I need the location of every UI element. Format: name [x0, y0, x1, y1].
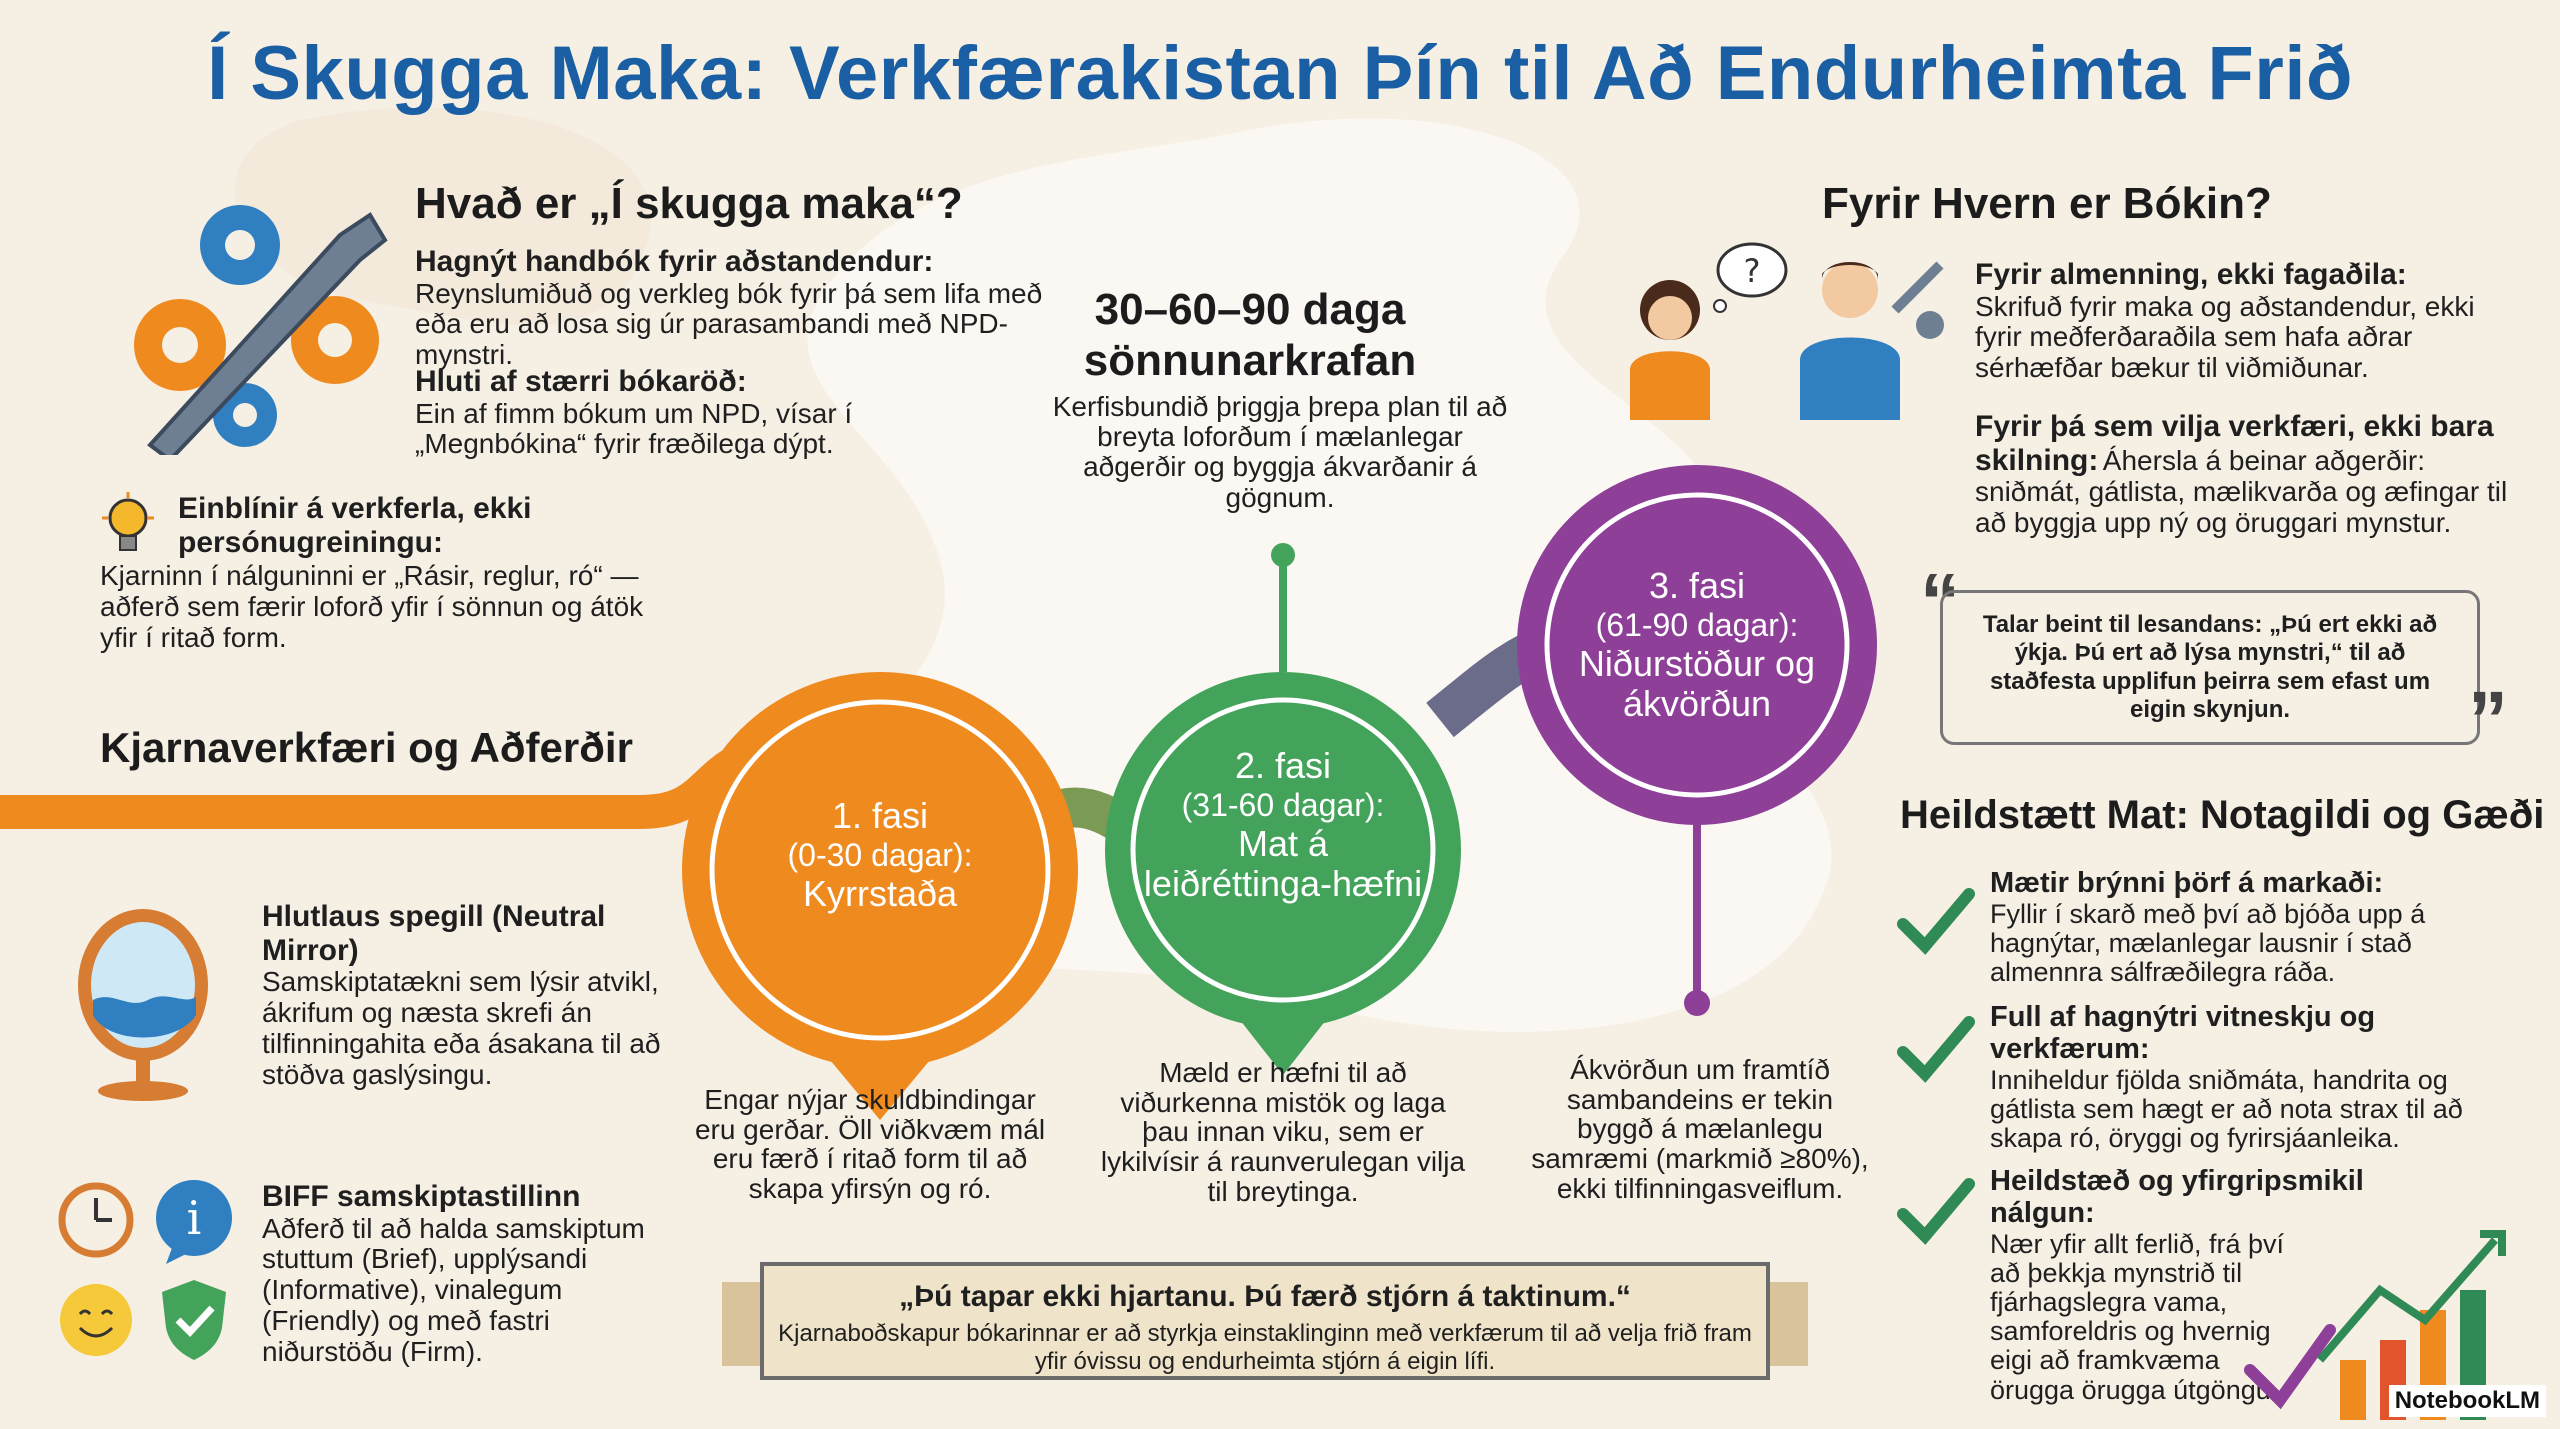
mirror-body: Samskiptatækni sem lýsir atvikl, ákrifum og næsta skrefi án tilfinningahita eða ásakana til að stöðva gaslýsingu. — [262, 966, 661, 1090]
eval-heading: Heildstætt Mat: Notagildi og Gæði — [1900, 793, 2545, 837]
biff-body: Aðferð til að halda samskiptum stuttum (Brief), upplýsandi (Informative), vinalegum (Friendly) og með fastri niðurstöðu (Firm). — [262, 1212, 645, 1367]
closing-banner — [760, 1262, 1770, 1380]
page-title: Í Skugga Maka: Verkfærakistan Þín til Að Endurheimta Frið — [207, 31, 2353, 116]
smiley-icon — [56, 1280, 136, 1360]
what-item2-title: Hluti af stærri bókaröð: — [415, 365, 747, 398]
check-icon — [1895, 880, 1975, 960]
what-item1-body: Reynslumiðuð og verkleg bók fyrir þá sem lifa með eða eru að losa sig úr parasambandi með NPD-mynstri. — [415, 277, 1043, 371]
info-icon — [152, 1176, 236, 1266]
who-item1-body: Skrifuð fyrir maka og aðstandendur, ekki fyrir meðferðaraðila sem hafa aðrar sérhæfðar bækur til viðmiðunar. — [1975, 290, 2475, 384]
svg-text:?: ? — [1743, 252, 1761, 290]
phase1-label: 1. fasi (0-30 dagar): Kyrrstaða — [787, 795, 973, 914]
mirror-icon — [68, 905, 218, 1105]
center-heading: 30–60–90 daga sönnunarkrafan — [1083, 285, 1417, 385]
shield-check-icon — [156, 1276, 232, 1362]
who-item2-body: Áhersla á beinar aðgerðir: sniðmát, gátlista, mælikvarða og æfingar til að byggja upp ný og öruggari mynstur. — [1975, 444, 2508, 538]
who-quote: Talar beint til lesandans: „Þú ert ekki að ýkja. Þú ert að lýsa mynstri,“ til að staðfesta upplifun þeirra sem efast um eigin skynjun. — [1940, 590, 2480, 745]
banner-body: Kjarnaboðskapur bókarinnar er að styrkja einstaklinginn með verkfærum til að velja frið fram yfir óvissu og endurheimta stjórn á eigin lífi. — [778, 1320, 1752, 1375]
biff-title: BIFF samskiptastillinn — [262, 1180, 581, 1213]
phase2-desc: Mæld er hæfni til að viðurkenna mistök og laga þau innan viku, sem er lykilvísir á raunverulegan vilja til breytinga. — [1100, 1057, 1466, 1207]
phase1-desc: Engar nýjar skuldbindingar eru gerðar. Öll viðkvæm mál eru færð í ritað form til að skapa yfirsýn og ró. — [694, 1084, 1046, 1205]
phase3-desc: Ákvörðun um framtíð sambandeins er tekin byggð á mælanlegu samræmi (markmið ≥80%), ekki tilfinningasveiflum. — [1531, 1054, 1869, 1204]
what-item1-title: Hagnýt handbók fyrir aðstandendur: — [415, 245, 934, 278]
center-body: Kerfisbundið þriggja þrepa plan til að breyta loforðum í mælanlegar aðgerðir og byggja ákvarðanir á gögnum. — [1052, 391, 1508, 513]
what-heading: Hvað er „Í skugga maka“? — [415, 179, 963, 228]
open-quote-icon: “ — [1920, 557, 1960, 646]
eval-item: Heildstæð og yfirgripsmikil nálgun: Nær yfir allt ferlið, frá því að þekkja mynstrið til fjárhagslegra vama, samforeldris og hvernig eigi að framkvæma örugga örugga útgöngu. — [1990, 1165, 2364, 1405]
thinking-person-icon — [1620, 240, 1790, 420]
what-item3-body: Kjarninn í nálguninni er „Rásir, reglur, ró“ — aðferð sem færir loforð yfir í sönnun og átök yfir í ritað form. — [100, 560, 644, 653]
svg-text:i: i — [186, 1191, 202, 1245]
notebooklm-logo: NotebookLM — [2389, 1385, 2546, 1417]
close-quote-icon: ” — [2468, 675, 2508, 764]
eval-item: Full af hagnýtri vitneskju og verkfærum: Inniheldur fjölda sniðmáta, handrita og gátlista sem hægt er að nota strax til að skapa ró, öryggi og fyrirsjáanleika. — [1990, 1001, 2463, 1154]
banner-quote: „Þú tapar ekki hjartanu. Þú færð stjórn á taktinum.“ — [899, 1280, 1631, 1313]
mirror-title: Hlutlaus spegill (Neutral Mirror) — [262, 900, 606, 967]
who-item1-title: Fyrir almenning, ekki fagaðila: — [1975, 258, 2407, 291]
phase3-label: 3. fasi (61-90 dagar): Niðurstöður og ákvörðun — [1578, 565, 1816, 724]
check-icon — [1895, 1008, 1975, 1088]
phase2-label: 2. fasi (31-60 dagar): Mat á leiðréttinga-hæfni — [1143, 745, 1423, 904]
what-item2-body: Ein af fimm bókum um NPD, vísar í „Megnbókina“ fyrir fræðilega dýpt. — [415, 397, 853, 460]
person-tools-icon — [1790, 250, 1950, 420]
clock-icon — [56, 1180, 136, 1260]
check-icon — [1895, 1170, 1975, 1250]
eval-item: Mætir brýnni þörf á markaði: Fyllir í skarð með því að bjóða upp á hagnýtar, mælanlegar lausnir í stað almennra sálfræðilegra ráða. — [1990, 867, 2426, 988]
what-item3-title: Einblínir á verkferla, ekki persónugreiningu: — [178, 492, 532, 559]
who-item2-title: Fyrir þá sem vilja verkfæri, ekki bara skilning: — [1975, 410, 2494, 477]
who-heading: Fyrir Hvern er Bókin? — [1822, 179, 2272, 228]
tools-heading: Kjarnaverkfæri og Aðferðir — [100, 724, 633, 771]
gears-wrench-icon — [110, 195, 400, 455]
